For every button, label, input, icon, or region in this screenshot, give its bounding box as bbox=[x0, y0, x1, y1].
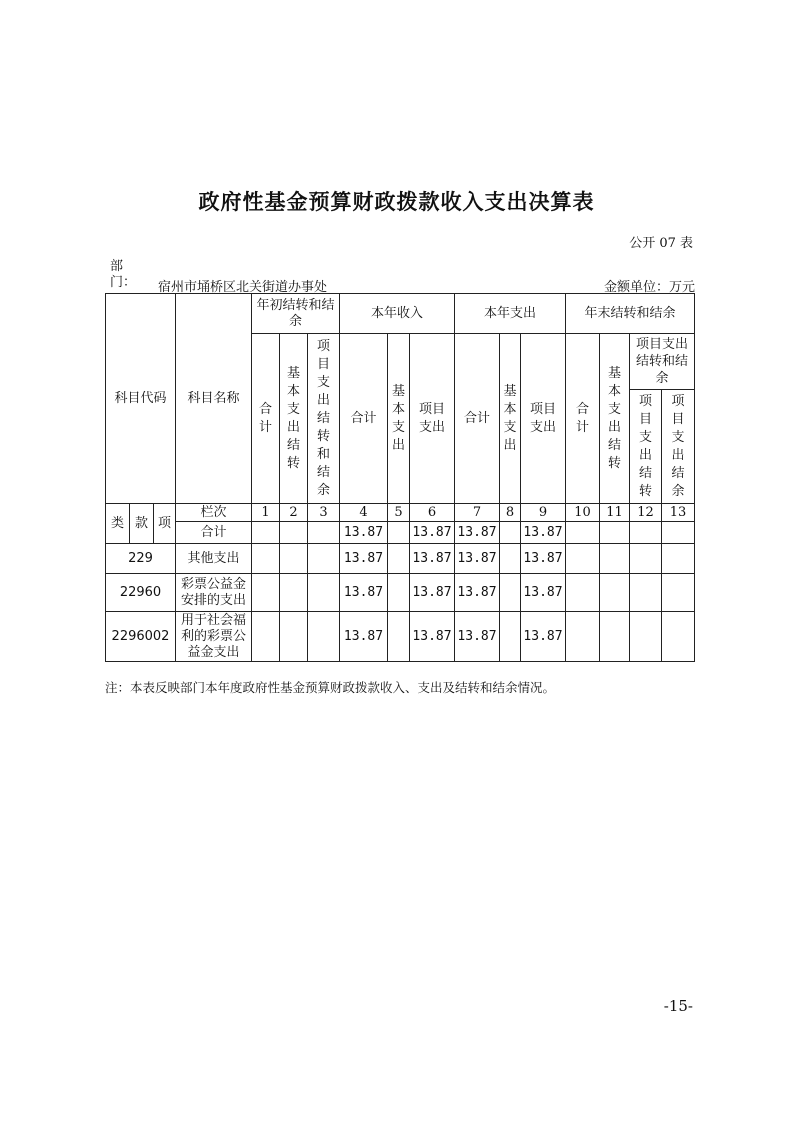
table-cell: 13.87 bbox=[340, 612, 388, 662]
header-expense-total: 合计 bbox=[455, 334, 500, 504]
table-cell: 13.87 bbox=[521, 522, 566, 544]
col-number: 9 bbox=[521, 504, 566, 522]
table-cell bbox=[566, 544, 600, 574]
table-cell bbox=[662, 612, 695, 662]
col-number: 13 bbox=[662, 504, 695, 522]
table-cell bbox=[280, 522, 308, 544]
table-cell bbox=[280, 612, 308, 662]
header-income-basic: 基本支出 bbox=[388, 334, 410, 504]
header-expense-basic: 基本支出 bbox=[500, 334, 521, 504]
table-row bbox=[106, 544, 695, 574]
header-closing-total: 合计 bbox=[566, 334, 600, 504]
table-cell: 13.87 bbox=[455, 612, 500, 662]
table-row bbox=[106, 612, 695, 662]
row-code: 2296002 bbox=[106, 612, 176, 662]
header-cat-xiang: 项 bbox=[154, 504, 176, 544]
header-closing-project-group: 项目支出结转和结余 bbox=[630, 334, 695, 390]
col-number: 10 bbox=[566, 504, 600, 522]
department-label: 部门： bbox=[110, 259, 137, 290]
table-cell bbox=[500, 522, 521, 544]
table-cell bbox=[308, 574, 340, 612]
col-number: 11 bbox=[600, 504, 630, 522]
header-closing-basic: 基本支出结转 bbox=[600, 334, 630, 504]
row-code: 229 bbox=[106, 544, 176, 574]
col-number: 5 bbox=[388, 504, 410, 522]
header-cat-lei: 类 bbox=[106, 504, 130, 544]
table-cell bbox=[662, 544, 695, 574]
header-expense-project: 项目支出 bbox=[521, 334, 566, 504]
table-cell bbox=[252, 522, 280, 544]
col-number: 7 bbox=[455, 504, 500, 522]
table-cell bbox=[600, 612, 630, 662]
header-income-total: 合计 bbox=[340, 334, 388, 504]
total-row-label: 合计 bbox=[176, 522, 252, 544]
col-number: 8 bbox=[500, 504, 521, 522]
table-cell bbox=[630, 612, 662, 662]
table-cell bbox=[500, 612, 521, 662]
table-cell bbox=[500, 544, 521, 574]
table-cell bbox=[252, 544, 280, 574]
table-cell bbox=[600, 544, 630, 574]
header-group-income: 本年收入 bbox=[340, 294, 455, 334]
table-cell bbox=[662, 522, 695, 544]
col-number: 6 bbox=[410, 504, 455, 522]
header-subject-name: 科目名称 bbox=[176, 294, 252, 504]
table-cell: 13.87 bbox=[340, 544, 388, 574]
total-row bbox=[106, 522, 695, 544]
header-cat-kuan: 款 bbox=[130, 504, 154, 544]
table-cell: 13.87 bbox=[410, 522, 455, 544]
department-name: 宿州市埇桥区北关街道办事处 bbox=[158, 280, 328, 295]
budget-table bbox=[105, 293, 695, 662]
header-income-project: 项目支出 bbox=[410, 334, 455, 504]
table-cell bbox=[252, 612, 280, 662]
header-closing-project-surplus: 项目支出结余 bbox=[662, 390, 695, 504]
table-cell: 13.87 bbox=[340, 522, 388, 544]
header-subject-code: 科目代码 bbox=[106, 294, 176, 504]
table-cell bbox=[280, 574, 308, 612]
table-cell bbox=[600, 522, 630, 544]
table-cell bbox=[566, 612, 600, 662]
table-cell: 13.87 bbox=[455, 574, 500, 612]
table-cell: 13.87 bbox=[521, 574, 566, 612]
table-cell bbox=[308, 544, 340, 574]
table-cell: 13.87 bbox=[455, 544, 500, 574]
header-group-opening: 年初结转和结余 bbox=[252, 294, 340, 334]
table-cell bbox=[308, 612, 340, 662]
table-cell: 13.87 bbox=[410, 574, 455, 612]
table-cell bbox=[388, 522, 410, 544]
table-cell: 13.87 bbox=[521, 612, 566, 662]
col-number: 1 bbox=[252, 504, 280, 522]
row-name: 其他支出 bbox=[176, 544, 252, 574]
header-closing-project-carry: 项目支出结转 bbox=[630, 390, 662, 504]
page-title: 政府性基金预算财政拨款收入支出决算表 bbox=[198, 190, 595, 214]
header-col-index: 栏次 bbox=[176, 504, 252, 522]
header-opening-total: 合计 bbox=[252, 334, 280, 504]
row-name: 彩票公益金安排的支出 bbox=[176, 574, 252, 612]
header-group-expense: 本年支出 bbox=[455, 294, 566, 334]
header-group-closing: 年末结转和结余 bbox=[566, 294, 695, 334]
col-number: 2 bbox=[280, 504, 308, 522]
table-cell: 13.87 bbox=[455, 522, 500, 544]
table-cell bbox=[600, 574, 630, 612]
row-name: 用于社会福利的彩票公益金支出 bbox=[176, 612, 252, 662]
table-cell bbox=[566, 522, 600, 544]
table-row bbox=[106, 574, 695, 612]
table-cell: 13.87 bbox=[521, 544, 566, 574]
table-cell bbox=[308, 522, 340, 544]
table-cell bbox=[252, 574, 280, 612]
table-footnote: 注：本表反映部门本年度政府性基金预算财政拨款收入、支出及结转和结余情况。 bbox=[105, 680, 556, 695]
header-opening-project: 项目支出结转和结余 bbox=[308, 334, 340, 504]
table-cell bbox=[566, 574, 600, 612]
form-number: 公开 07 表 bbox=[629, 236, 693, 251]
col-number: 12 bbox=[630, 504, 662, 522]
page-number: -15- bbox=[663, 997, 693, 1015]
table-cell: 13.87 bbox=[340, 574, 388, 612]
table-cell bbox=[388, 544, 410, 574]
header-opening-basic: 基本支出结转 bbox=[280, 334, 308, 504]
table-cell bbox=[280, 544, 308, 574]
table-cell bbox=[388, 612, 410, 662]
col-number: 4 bbox=[340, 504, 388, 522]
table-cell: 13.87 bbox=[410, 544, 455, 574]
table-cell: 13.87 bbox=[410, 612, 455, 662]
table-cell bbox=[630, 574, 662, 612]
table-cell bbox=[662, 574, 695, 612]
col-number: 3 bbox=[308, 504, 340, 522]
table-cell bbox=[630, 544, 662, 574]
amount-unit: 金额单位：万元 bbox=[603, 280, 695, 295]
row-code: 22960 bbox=[106, 574, 176, 612]
table-cell bbox=[388, 574, 410, 612]
table-cell bbox=[630, 522, 662, 544]
table-cell bbox=[500, 574, 521, 612]
